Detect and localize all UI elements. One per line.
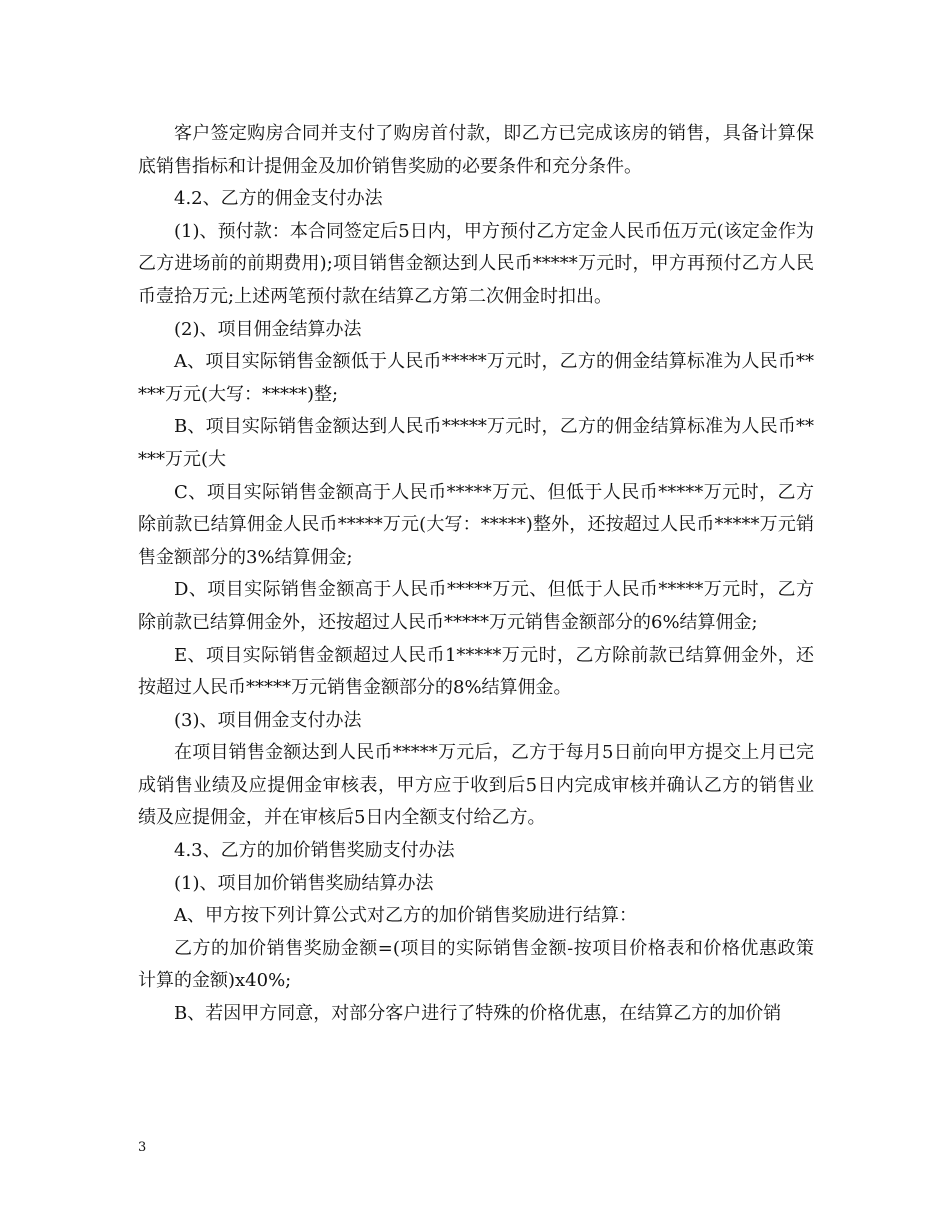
clause-a-bonus: A、甲方按下列计算公式对乙方的加价销售奖励进行结算：	[174, 905, 637, 927]
subheading-commission-settlement: (2)、项目佣金结算办法	[174, 318, 362, 340]
subheading-commission-payment: (3)、项目佣金支付办法	[174, 709, 362, 731]
document-body	[138, 118, 814, 1031]
clause-e-commission: E、项目实际销售金额超过人民币1*****万元时，乙方除前款已结算佣金外，还按超过人民币*****万元销售金额部分的8%结算佣金。	[138, 644, 814, 699]
clause-c-commission: C、项目实际销售金额高于人民币*****万元、但低于人民币*****万元时，乙方除前款已结算佣金人民币*****万元(大写：*****)整外，还按超过人民币*****万元销售金额部分的3%结算佣金;	[138, 481, 814, 568]
clause-b-bonus: B、若因甲方同意，对部分客户进行了特殊的价格优惠，在结算乙方的加价销	[174, 1003, 782, 1025]
clause-b-commission: B、项目实际销售金额达到人民币*****万元时，乙方的佣金结算标准为人民币*****万元(大	[138, 416, 814, 470]
paragraph-advance-payment: (1)、预付款：本合同签定后5日内，甲方预付乙方定金人民币伍万元(该定金作为乙方进场前的前期费用);项目销售金额达到人民币*****万元时，甲方再预付乙方人民币壹拾万元;上述两笔预付款在结算乙方第二次佣金时扣出。	[138, 220, 814, 307]
page-number: 3	[138, 1140, 147, 1155]
paragraph-bonus-formula: 乙方的加价销售奖励金额=(项目的实际销售金额-按项目价格表和价格优惠政策计算的金额)x40%;	[138, 937, 814, 992]
paragraph-presale-condition: 客户签定购房合同并支付了购房首付款，即乙方已完成该房的销售，具备计算保底销售指标和计提佣金及加价销售奖励的必要条件和充分条件。	[138, 123, 814, 177]
section-heading-4-3: 4.3、乙方的加价销售奖励支付办法	[174, 840, 455, 862]
subheading-bonus-settlement: (1)、项目加价销售奖励结算办法	[174, 872, 434, 894]
clause-d-commission: D、项目实际销售金额高于人民币*****万元、但低于人民币*****万元时，乙方除前款已结算佣金外，还按超过人民币*****万元销售金额部分的6%结算佣金;	[138, 579, 814, 633]
paragraph-monthly-review: 在项目销售金额达到人民币*****万元后，乙方于每月5日前向甲方提交上月已完成销售业绩及应提佣金审核表，甲方应于收到后5日内完成审核并确认乙方的销售业绩及应提佣金，并在审核后5日内全额支付给乙方。	[138, 742, 814, 829]
clause-a-commission: A、项目实际销售金额低于人民币*****万元时，乙方的佣金结算标准为人民币*****万元(大写：*****)整;	[138, 351, 814, 405]
section-heading-4-2: 4.2、乙方的佣金支付办法	[174, 188, 383, 210]
